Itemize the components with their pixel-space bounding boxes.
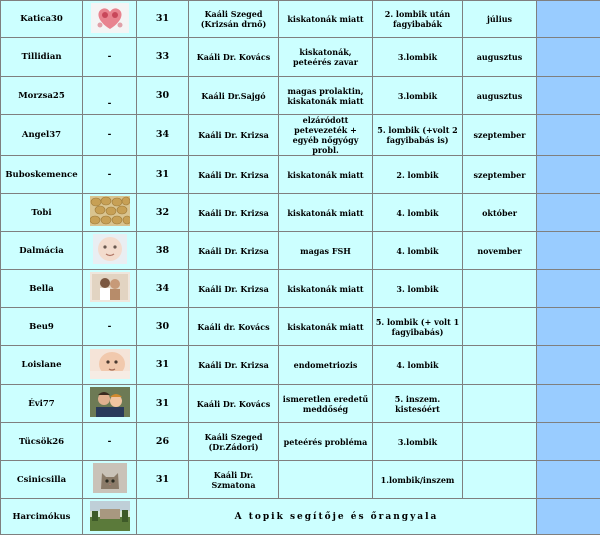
treatment-attempt: 3.lombik [373, 77, 463, 115]
table-row [1, 194, 600, 232]
infertility-cause: peteérés probléma [279, 423, 373, 461]
table-row [1, 270, 600, 308]
extra-column [537, 232, 600, 270]
member-name: Csinicsilla [1, 461, 83, 499]
clinic-doctor: Kaáli Dr. Krizsa [189, 115, 279, 156]
member-age: 32 [137, 194, 189, 232]
avatar-cell [83, 1, 137, 38]
planned-month [463, 308, 537, 346]
clinic-doctor: Kaáli dr. Kovács [189, 308, 279, 346]
treatment-attempt: 3. lombik [373, 270, 463, 308]
extra-column [537, 270, 600, 308]
avatar-cell [83, 77, 137, 115]
avatar-cell [83, 461, 137, 499]
planned-month: szeptember [463, 156, 537, 194]
clinic-doctor: Kaáli Szeged (Krizsán drnő) [189, 1, 279, 38]
avatar-cell [83, 423, 137, 461]
clinic-doctor: Kaáli Dr. Kovács [189, 385, 279, 423]
infertility-cause [279, 461, 373, 499]
footer-row [1, 499, 600, 535]
planned-month [463, 423, 537, 461]
couple-photo-image [90, 272, 130, 305]
baby-photo-image [90, 349, 130, 382]
extra-column [537, 346, 600, 385]
planned-month: november [463, 232, 537, 270]
extra-column [537, 38, 600, 77]
extra-column [537, 194, 600, 232]
member-age: 26 [137, 423, 189, 461]
avatar-cell [83, 385, 137, 423]
extra-column [537, 385, 600, 423]
garden-photo-image [90, 501, 130, 533]
table-row [1, 308, 600, 346]
member-age: 30 [137, 308, 189, 346]
clinic-doctor: Kaáli Dr.Sajgó [189, 77, 279, 115]
member-age: 33 [137, 38, 189, 77]
extra-column [537, 115, 600, 156]
infertility-cause: kiskatonák miatt [279, 1, 373, 38]
avatar-cell [83, 232, 137, 270]
infertility-cause: elzáródott petevezeték + egyéb nőgyógy probl. [279, 115, 373, 156]
heart-figure-image [91, 3, 129, 36]
infertility-cause: kiskatonák, peteérés zavar [279, 38, 373, 77]
treatment-attempt: 5. inszem. kistesóért [373, 385, 463, 423]
avatar-cell [83, 38, 137, 77]
avatar-cell [83, 194, 137, 232]
table-row [1, 115, 600, 156]
planned-month [463, 385, 537, 423]
planned-month [463, 270, 537, 308]
member-age: 30 [137, 77, 189, 115]
avatar-dash: - [107, 98, 112, 109]
baby-face-image [93, 234, 127, 267]
table-row [1, 346, 600, 385]
treatment-attempt: 3.lombik [373, 423, 463, 461]
treatment-attempt: 4. lombik [373, 232, 463, 270]
avatar-cell [83, 156, 137, 194]
member-name: Beu9 [1, 308, 83, 346]
infertility-cause: magas FSH [279, 232, 373, 270]
member-name: Évi77 [1, 385, 83, 423]
avatar-dash: - [107, 130, 112, 140]
member-age: 31 [137, 385, 189, 423]
infertility-cause: magas prolaktin, kiskatonák miatt [279, 77, 373, 115]
clinic-doctor: Kaáli Dr. Krizsa [189, 232, 279, 270]
extra-column [537, 1, 600, 38]
member-name: Tücsök26 [1, 423, 83, 461]
member-age: 34 [137, 270, 189, 308]
avatar-dash: - [107, 169, 112, 180]
planned-month: július [463, 1, 537, 38]
infertility-cause: ismeretlen eredetű meddőség [279, 385, 373, 423]
member-name: Harcimókus [1, 499, 83, 535]
clinic-doctor: Kaáli Dr. Szmatona [189, 461, 279, 499]
table-row [1, 385, 600, 423]
member-name: Bella [1, 270, 83, 308]
treatment-attempt: 1.lombik/inszem [373, 461, 463, 499]
avatar-cell [83, 270, 137, 308]
member-name: Tobi [1, 194, 83, 232]
helper-note: A topik segítője és őrangyala [137, 499, 537, 535]
treatment-attempt: 4. lombik [373, 346, 463, 385]
table-row [1, 461, 600, 499]
member-name: Loislane [1, 346, 83, 385]
avatar-cell [83, 115, 137, 156]
member-name: Tillidian [1, 38, 83, 77]
table-row [1, 1, 600, 38]
treatment-attempt: 4. lombik [373, 194, 463, 232]
planned-month: augusztus [463, 38, 537, 77]
infertility-cause: kiskatonák miatt [279, 308, 373, 346]
member-name: Dalmácia [1, 232, 83, 270]
member-name: Angel37 [1, 115, 83, 156]
avatar-dash: - [107, 52, 112, 62]
clinic-doctor: Kaáli Szeged (Dr.Zádori) [189, 423, 279, 461]
clinic-doctor: Kaáli Dr. Krizsa [189, 270, 279, 308]
family-photo-image [90, 387, 130, 420]
extra-column [537, 308, 600, 346]
table-row [1, 38, 600, 77]
avatar-cell [83, 499, 137, 535]
planned-month [463, 461, 537, 499]
extra-column [537, 77, 600, 115]
table-row [1, 232, 600, 270]
planned-month: október [463, 194, 537, 232]
avatar-dash: - [107, 436, 112, 447]
member-age: 31 [137, 461, 189, 499]
table-row [1, 156, 600, 194]
cat-image [93, 463, 127, 496]
potatoes-image [90, 196, 130, 229]
member-age: 31 [137, 1, 189, 38]
table-row [1, 77, 600, 115]
clinic-doctor: Kaáli Dr. Krizsa [189, 156, 279, 194]
treatment-attempt: 2. lombik után fagyibabák [373, 1, 463, 38]
infertility-cause: endometriozis [279, 346, 373, 385]
infertility-cause: kiskatonák miatt [279, 270, 373, 308]
table-row [1, 423, 600, 461]
avatar-cell [83, 308, 137, 346]
infertility-cause: kiskatonák miatt [279, 156, 373, 194]
member-age: 38 [137, 232, 189, 270]
clinic-doctor: Kaáli Dr. Krizsa [189, 194, 279, 232]
planned-month: szeptember [463, 115, 537, 156]
member-name: Morzsa25 [1, 77, 83, 115]
member-age: 31 [137, 346, 189, 385]
avatar-cell [83, 346, 137, 385]
member-age: 34 [137, 115, 189, 156]
extra-column [537, 461, 600, 499]
member-name: Buboskemence [1, 156, 83, 194]
treatment-attempt: 5. lombik (+volt 2 fagyibabás is) [373, 115, 463, 156]
treatment-attempt: 3.lombik [373, 38, 463, 77]
extra-column [537, 156, 600, 194]
member-age: 31 [137, 156, 189, 194]
planned-month [463, 346, 537, 385]
clinic-doctor: Kaáli Dr. Kovács [189, 38, 279, 77]
extra-column [537, 499, 600, 535]
avatar-dash: - [107, 321, 112, 332]
clinic-doctor: Kaáli Dr. Krizsa [189, 346, 279, 385]
infertility-cause: kiskatonák miatt [279, 194, 373, 232]
treatment-attempt: 2. lombik [373, 156, 463, 194]
extra-column [537, 423, 600, 461]
treatment-attempt: 5. lombik (+ volt 1 fagyibabás) [373, 308, 463, 346]
member-name: Katica30 [1, 1, 83, 38]
planned-month: augusztus [463, 77, 537, 115]
